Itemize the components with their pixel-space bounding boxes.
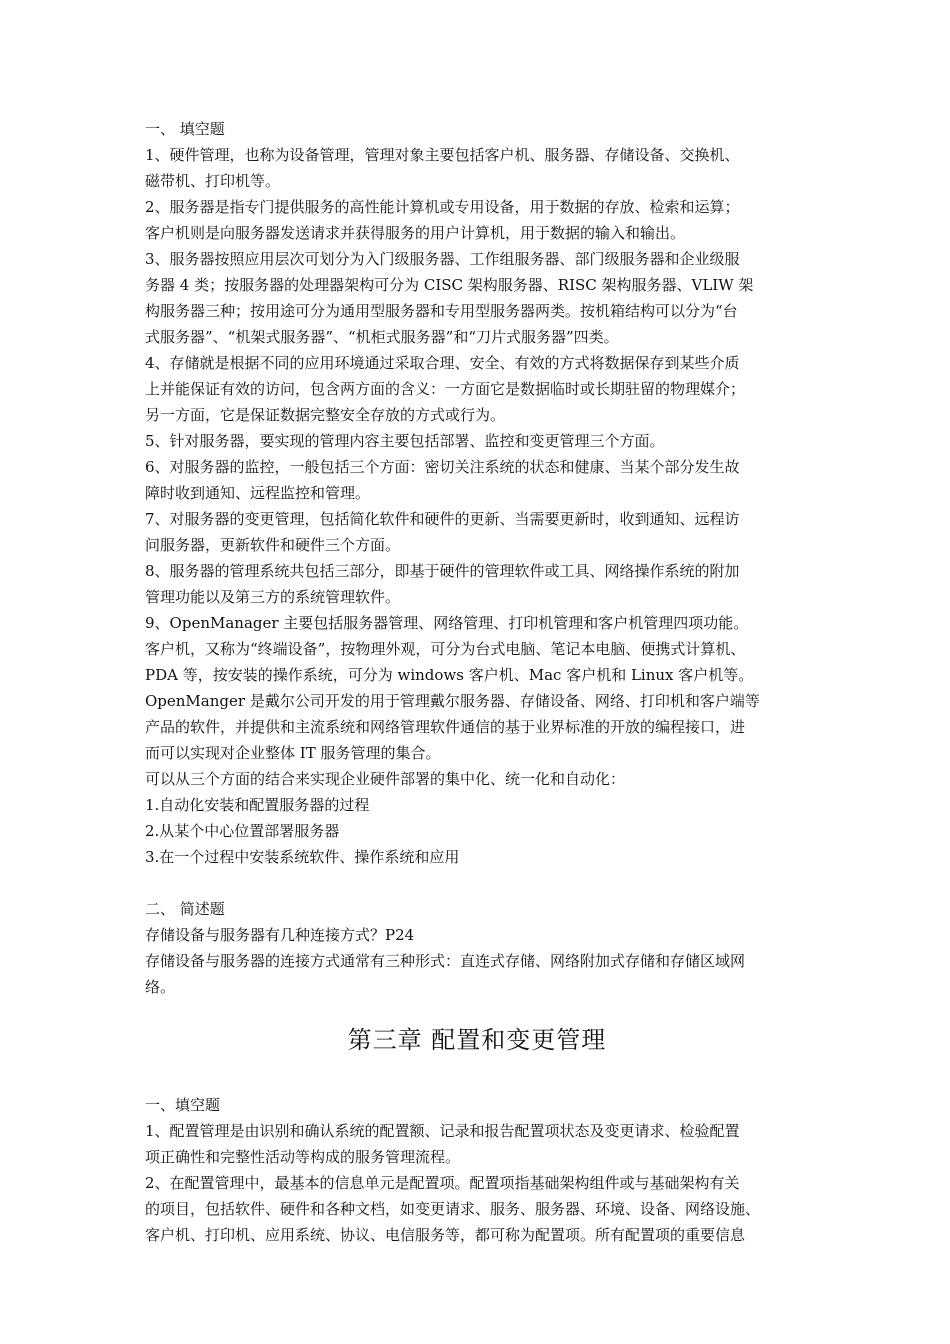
paragraph-line: 7、对服务器的变更管理，包括简化软件和硬件的更新、当需要更新时，收到通知、远程访: [145, 510, 740, 528]
paragraph-line: 的项目，包括软件、硬件和各种文档，如变更请求、服务、服务器、环境、设备、网络设施、: [145, 1200, 761, 1218]
paragraph-line: 另一方面，它是保证数据完整安全存放的方式或行为。: [145, 406, 506, 424]
paragraph-line: 可以从三个方面的结合来实现企业硬件部署的集中化、统一化和自动化：: [145, 770, 626, 788]
list-item: 1.自动化安装和配置服务器的过程: [145, 796, 370, 814]
paragraph-line: 2、服务器是指专门提供服务的高性能计算机或专用设备，用于数据的存放、检索和运算；: [145, 198, 740, 216]
paragraph-line: 1、硬件管理，也称为设备管理，管理对象主要包括客户机、服务器、存储设备、交换机、: [145, 146, 740, 164]
paragraph-line: 问服务器，更新软件和硬件三个方面。: [145, 536, 401, 554]
paragraph-line: 客户机，又称为“终端设备”，按物理外观，可分为台式电脑、笔记本电脑、便携式计算机、: [145, 640, 746, 658]
paragraph-line: 5、针对服务器，要实现的管理内容主要包括部署、监控和变更管理三个方面。: [145, 432, 665, 450]
paragraph-line: 8、服务器的管理系统共包括三部分，即基于硬件的管理软件或工具、网络操作系统的附加: [145, 562, 740, 580]
answer-line: 络。: [145, 978, 176, 996]
paragraph-line: 障时收到通知、远程监控和管理。: [145, 484, 371, 502]
section-heading-fill-in: 一、 填空题: [145, 120, 225, 138]
answer-line: 存储设备与服务器的连接方式通常有三种形式：直连式存储、网络附加式存储和存储区域网: [145, 952, 746, 970]
paragraph-line: 构服务器三种；按用途可分为通用型服务器和专用型服务器两类。按机箱结构可以分为“台: [145, 302, 738, 320]
paragraph-line: 客户机、打印机、应用系统、协议、电信服务等，都可称为配置项。所有配置项的重要信息: [145, 1226, 746, 1244]
spacer: [145, 870, 809, 896]
paragraph-line: 9、OpenManager 主要包括服务器管理、网络管理、打印机管理和客户机管理四项功能。: [145, 614, 749, 632]
paragraph-line: 1、配置管理是由识别和确认系统的配置额、记录和报告配置项状态及变更请求、检验配置: [145, 1122, 740, 1140]
paragraph-line: 管理功能以及第三方的系统管理软件。: [145, 588, 401, 606]
paragraph-line: 磁带机、打印机等。: [145, 172, 281, 190]
list-item: 2.从某个中心位置部署服务器: [145, 822, 340, 840]
list-item: 3.在一个过程中安装系统软件、操作系统和应用: [145, 848, 460, 866]
paragraph-line: 6、对服务器的监控，一般包括三个方面：密切关注系统的状态和健康、当某个部分发生故: [145, 458, 740, 476]
document-page: [145, 116, 809, 1248]
section-heading-fill-in: 一、填空题: [145, 1096, 221, 1114]
paragraph-line: 项正确性和完整性活动等构成的服务管理流程。: [145, 1148, 461, 1166]
chapter-title: 第三章 配置和变更管理: [347, 1026, 607, 1054]
section-heading-short-answer: 二、 简述题: [145, 900, 225, 918]
question-line: 存储设备与服务器有几种连接方式？P24: [145, 926, 415, 944]
paragraph-line: 2、在配置管理中，最基本的信息单元是配置项。配置项指基础架构组件或与基础架构有关: [145, 1174, 740, 1192]
paragraph-line: 而可以实现对企业整体 IT 服务管理的集合。: [145, 744, 441, 762]
paragraph-line: PDA 等，按安装的操作系统，可分为 windows 客户机、Mac 客户机和 Linux 客户机等。: [145, 666, 754, 684]
paragraph-line: OpenManger 是戴尔公司开发的用于管理戴尔服务器、存储设备、网络、打印机和客户端等: [145, 692, 760, 710]
paragraph-line: 3、服务器按照应用层次可划分为入门级服务器、工作组服务器、部门级服务器和企业级服: [145, 250, 740, 268]
paragraph-line: 产品的软件，并提供和主流系统和网络管理软件通信的基于业界标准的开放的编程接口，进: [145, 718, 746, 736]
paragraph-line: 上并能保证有效的访问，包含两方面的含义：一方面它是数据临时或长期驻留的物理媒介；: [145, 380, 746, 398]
paragraph-line: 客户机则是向服务器发送请求并获得服务的用户计算机，用于数据的输入和输出。: [145, 224, 686, 242]
paragraph-line: 式服务器”、“机架式服务器”、“机柜式服务器”和“刀片式服务器”四类。: [145, 328, 619, 346]
paragraph-line: 4、存储就是根据不同的应用环境通过采取合理、安全、有效的方式将数据保存到某些介质: [145, 354, 740, 372]
paragraph-line: 务器 4 类；按服务器的处理器架构可分为 CISC 架构服务器、RISC 架构服务器、VLIW 架: [145, 276, 754, 294]
